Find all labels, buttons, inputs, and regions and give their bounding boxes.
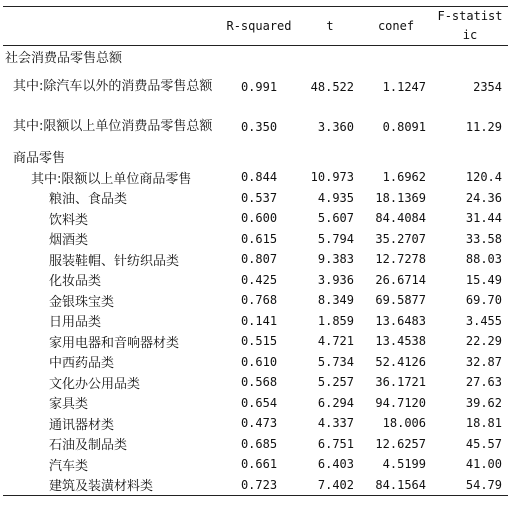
table-row <box>3 208 508 229</box>
cell-t: 4.721 <box>317 334 354 349</box>
row-label: 家用电器和音响器材类 <box>49 335 180 351</box>
cell-r-squared: 0.685 <box>240 436 278 451</box>
cell-f-statistic: 88.03 <box>465 252 502 267</box>
row-label: 烟酒类 <box>49 233 89 249</box>
cell-t <box>300 147 360 168</box>
row-label: 金银珠宝类 <box>49 294 115 310</box>
table-row <box>3 413 508 434</box>
cell-conef: 69.5877 <box>375 293 426 308</box>
cell-f-statistic: 45.57 <box>465 436 502 451</box>
row-label: 家具类 <box>49 397 89 413</box>
header-r-squared: R-squared <box>218 7 300 46</box>
cell-t: 10.973 <box>310 170 354 185</box>
table-row <box>3 107 508 147</box>
cell-r-squared: 0.654 <box>240 395 278 410</box>
header-t: t <box>300 7 360 46</box>
header-label <box>3 7 218 46</box>
cell-f-statistic: 69.70 <box>465 293 502 308</box>
cell-r-squared: 0.615 <box>240 231 278 246</box>
cell-r-squared: 0.600 <box>240 211 278 226</box>
cell-t <box>300 46 360 67</box>
cell-f-statistic: 32.87 <box>465 354 502 369</box>
cell-conef: 12.7278 <box>375 252 426 267</box>
cell-f-statistic: 15.49 <box>465 272 502 287</box>
row-label: 中西药品类 <box>49 356 115 372</box>
cell-conef: 1.1247 <box>382 79 426 94</box>
cell-conef: 12.6257 <box>375 436 426 451</box>
cell-t: 5.257 <box>317 375 354 390</box>
cell-conef: 13.6483 <box>375 313 426 328</box>
row-label: 商品零售 <box>13 151 66 167</box>
cell-r-squared: 0.807 <box>240 252 278 267</box>
cell-r-squared: 0.515 <box>240 334 278 349</box>
cell-f-statistic: 2354 <box>473 79 502 94</box>
cell-t: 6.294 <box>317 395 354 410</box>
cell-t: 4.337 <box>317 416 354 431</box>
row-label: 日用品类 <box>49 315 102 331</box>
cell-f-statistic: 33.58 <box>465 231 502 246</box>
cell-t: 8.349 <box>317 293 354 308</box>
cell-f-statistic: 41.00 <box>465 457 502 472</box>
cell-r-squared <box>218 46 300 67</box>
cell-t: 3.936 <box>317 272 354 287</box>
cell-conef: 36.1721 <box>375 375 426 390</box>
table-row <box>3 188 508 209</box>
table-row <box>3 67 508 107</box>
cell-t: 1.859 <box>317 313 354 328</box>
cell-conef: 18.006 <box>382 416 426 431</box>
table-row <box>3 270 508 291</box>
cell-conef: 18.1369 <box>375 190 426 205</box>
cell-f-statistic <box>432 147 508 168</box>
cell-t: 48.522 <box>310 79 354 94</box>
row-label: 其中:限额以上单位消费品零售总额 <box>13 118 213 134</box>
table-row <box>3 46 508 67</box>
cell-conef: 13.4538 <box>375 334 426 349</box>
cell-f-statistic: 11.29 <box>465 119 502 134</box>
cell-r-squared: 0.991 <box>240 79 278 94</box>
row-label: 汽车类 <box>49 458 89 474</box>
cell-r-squared: 0.768 <box>240 293 278 308</box>
table-row <box>3 372 508 393</box>
cell-f-statistic: 27.63 <box>465 375 502 390</box>
regression-table-container <box>3 6 508 496</box>
table-row <box>3 434 508 455</box>
cell-f-statistic: 22.29 <box>465 334 502 349</box>
row-label: 文化办公用品类 <box>49 376 141 392</box>
cell-conef: 0.8091 <box>382 119 426 134</box>
cell-conef: 26.6714 <box>375 272 426 287</box>
cell-conef: 84.1564 <box>360 475 432 496</box>
cell-t: 9.383 <box>317 252 354 267</box>
cell-t: 5.794 <box>317 231 354 246</box>
row-label: 服装鞋帽、针纺织品类 <box>49 253 180 269</box>
cell-t: 6.403 <box>317 457 354 472</box>
cell-f-statistic: 18.81 <box>465 416 502 431</box>
cell-f-statistic: 120.4 <box>465 170 502 185</box>
cell-f-statistic: 54.79 <box>432 475 508 496</box>
cell-r-squared: 0.425 <box>240 272 278 287</box>
row-label: 石油及制品类 <box>49 438 128 454</box>
cell-f-statistic: 31.44 <box>465 211 502 226</box>
cell-conef <box>360 147 432 168</box>
row-label: 其中:除汽车以外的消费品零售总额 <box>13 78 213 94</box>
table-row <box>3 331 508 352</box>
table-row <box>3 454 508 475</box>
table-row <box>3 393 508 414</box>
cell-t: 3.360 <box>317 119 354 134</box>
cell-r-squared: 0.350 <box>240 119 278 134</box>
cell-r-squared: 0.610 <box>240 354 278 369</box>
cell-conef <box>360 46 432 67</box>
row-label: 社会消费品零售总额 <box>5 50 123 66</box>
cell-f-statistic: 39.62 <box>465 395 502 410</box>
cell-t: 4.935 <box>317 190 354 205</box>
table-row <box>3 475 508 496</box>
cell-t: 7.402 <box>300 475 360 496</box>
table-row <box>3 147 508 168</box>
cell-f-statistic: 24.36 <box>465 190 502 205</box>
row-label: 粮油、食品类 <box>49 192 128 208</box>
cell-t: 5.607 <box>317 211 354 226</box>
cell-conef: 1.6962 <box>382 170 426 185</box>
table-row <box>3 311 508 332</box>
row-label: 其中:限额以上单位商品零售 <box>31 171 192 187</box>
table-header <box>3 7 508 46</box>
cell-r-squared: 0.661 <box>240 457 278 472</box>
cell-conef: 84.4084 <box>375 211 426 226</box>
regression-results-table <box>3 6 508 496</box>
table-row <box>3 229 508 250</box>
table-row <box>3 352 508 373</box>
table-row <box>3 290 508 311</box>
cell-conef: 52.4126 <box>375 354 426 369</box>
header-f-statistic <box>432 7 508 46</box>
cell-r-squared: 0.473 <box>240 416 278 431</box>
cell-r-squared: 0.844 <box>240 170 278 185</box>
cell-conef: 35.2707 <box>375 231 426 246</box>
cell-t: 6.751 <box>317 436 354 451</box>
header-row <box>3 7 508 46</box>
cell-r-squared: 0.568 <box>240 375 278 390</box>
cell-f-statistic <box>432 46 508 67</box>
row-label: 建筑及装潢材料类 <box>3 475 218 496</box>
cell-r-squared: 0.537 <box>240 190 278 205</box>
row-label: 通讯器材类 <box>49 417 115 433</box>
cell-r-squared: 0.723 <box>218 475 300 496</box>
cell-conef: 94.7120 <box>375 395 426 410</box>
cell-conef: 4.5199 <box>382 457 426 472</box>
cell-r-squared <box>218 147 300 168</box>
table-row <box>3 249 508 270</box>
row-label: 饮料类 <box>49 212 89 228</box>
header-f-statistic-text: F-statist ic <box>437 9 503 42</box>
cell-f-statistic: 3.455 <box>465 313 502 328</box>
table-body <box>3 46 508 496</box>
header-conef: conef <box>360 7 432 46</box>
table-row <box>3 167 508 188</box>
cell-r-squared: 0.141 <box>240 313 278 328</box>
cell-t: 5.734 <box>317 354 354 369</box>
row-label: 化妆品类 <box>49 274 102 290</box>
